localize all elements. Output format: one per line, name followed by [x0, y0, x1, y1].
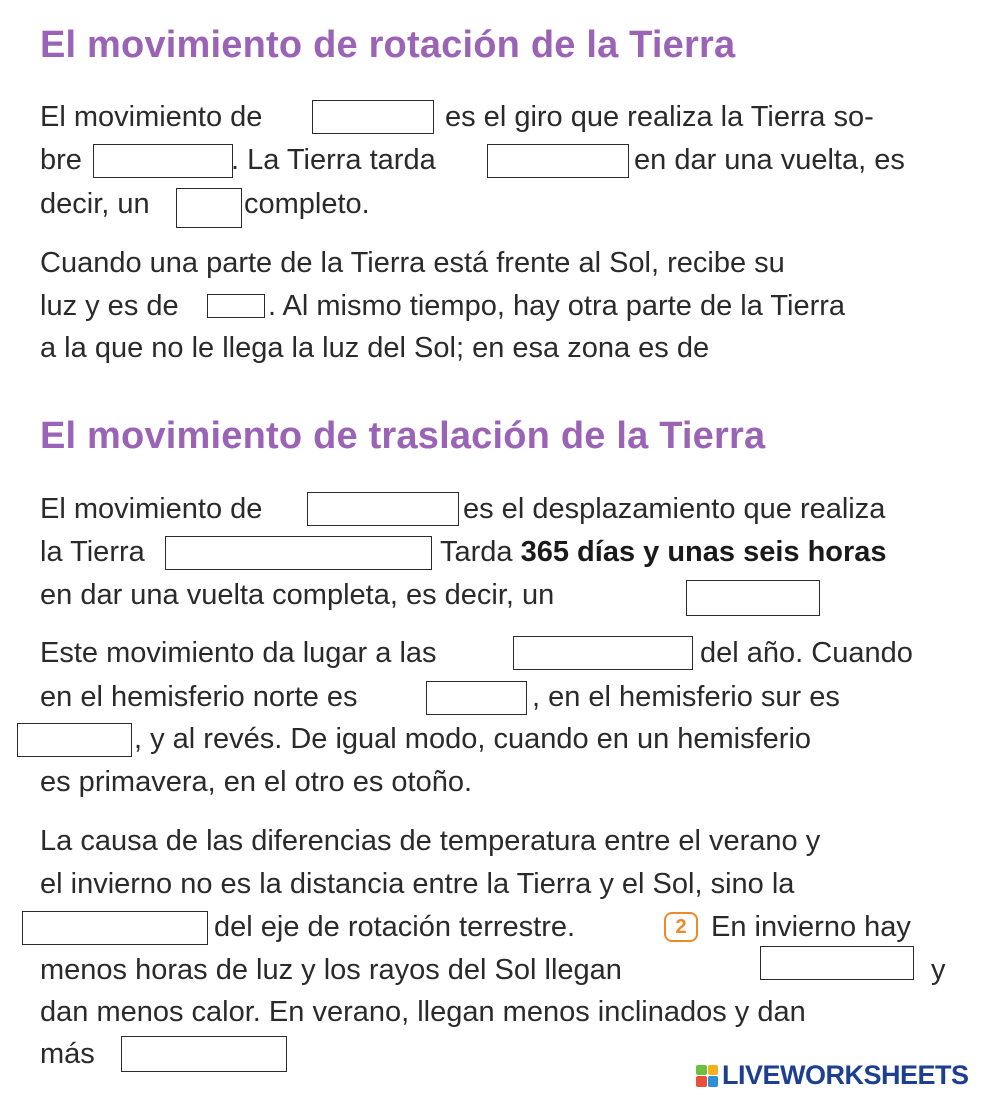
logo-tile-blue — [708, 1076, 719, 1087]
text: Cuando una parte de la Tierra está frente al Sol, recibe su — [40, 247, 785, 279]
answer-input-8[interactable] — [686, 580, 820, 616]
text: , en el hemisferio sur es — [532, 681, 840, 713]
text: es primavera, en el otro es otoño. — [40, 766, 473, 798]
activity-number-badge: 2 — [664, 912, 698, 942]
text: es el giro que realiza la Tierra so- — [445, 101, 874, 133]
text: a la que no le llega la luz del Sol; en esa zona es de — [40, 332, 710, 364]
text: , y al revés. De igual modo, cuando en un hemisferio — [134, 723, 812, 755]
text: es el desplazamiento que realiza — [463, 493, 886, 525]
answer-input-2[interactable] — [93, 144, 233, 178]
text: bre — [40, 144, 82, 176]
logo-tile-yellow — [708, 1065, 719, 1076]
answer-input-7[interactable] — [165, 536, 432, 570]
text: Tarda — [440, 536, 513, 568]
text: el invierno no es la distancia entre la Tierra y el Sol, sino la — [40, 868, 795, 900]
answer-input-9[interactable] — [513, 636, 693, 670]
text — [440, 535, 887, 569]
section-title-translation: El movimiento de traslación de la Tierra — [40, 415, 766, 457]
answer-input-6[interactable] — [307, 492, 459, 526]
text: El movimiento de — [40, 101, 263, 133]
text: del eje de rotación terrestre. — [214, 911, 576, 943]
text: El movimiento de — [40, 493, 263, 525]
text: . Al mismo tiempo, hay otra parte de la Tierra — [268, 290, 846, 322]
text: . La Tierra tarda — [231, 144, 436, 176]
answer-input-3[interactable] — [487, 144, 629, 178]
logo-tile-red — [696, 1076, 707, 1087]
text: dan menos calor. En verano, llegan menos inclinados y dan — [40, 996, 806, 1028]
answer-input-12[interactable] — [22, 911, 208, 945]
liveworksheets-logo-icon — [696, 1065, 718, 1087]
text: en el hemisferio norte es — [40, 681, 358, 713]
text: menos horas de luz y los rayos del Sol llegan — [40, 954, 622, 986]
answer-input-1[interactable] — [312, 100, 434, 134]
text: decir, un — [40, 188, 150, 220]
text: luz y es de — [40, 290, 179, 322]
bold-text: 365 días y unas seis horas — [520, 536, 887, 568]
text: del año. Cuando — [700, 637, 913, 669]
section-title-rotation: El movimiento de rotación de la Tierra — [40, 24, 736, 66]
text: La causa de las diferencias de temperatura entre el verano y — [40, 825, 821, 857]
text: la Tierra — [40, 536, 145, 568]
text: más — [40, 1038, 95, 1070]
answer-input-13[interactable] — [760, 946, 914, 980]
text: en dar una vuelta, es — [634, 144, 905, 176]
answer-input-11[interactable] — [17, 723, 132, 757]
answer-input-5[interactable] — [207, 294, 265, 318]
text: y — [931, 954, 946, 986]
answer-input-4[interactable] — [176, 188, 242, 228]
answer-input-14[interactable] — [121, 1036, 287, 1072]
text: completo. — [244, 188, 370, 220]
brand-name: LIVEWORKSHEETS — [722, 1060, 969, 1090]
logo-tile-green — [696, 1065, 707, 1076]
answer-input-10[interactable] — [426, 681, 527, 715]
liveworksheets-logo — [696, 1060, 969, 1091]
text: Este movimiento da lugar a las — [40, 637, 437, 669]
text: En invierno hay — [711, 911, 911, 943]
text: en dar una vuelta completa, es decir, un — [40, 579, 555, 611]
